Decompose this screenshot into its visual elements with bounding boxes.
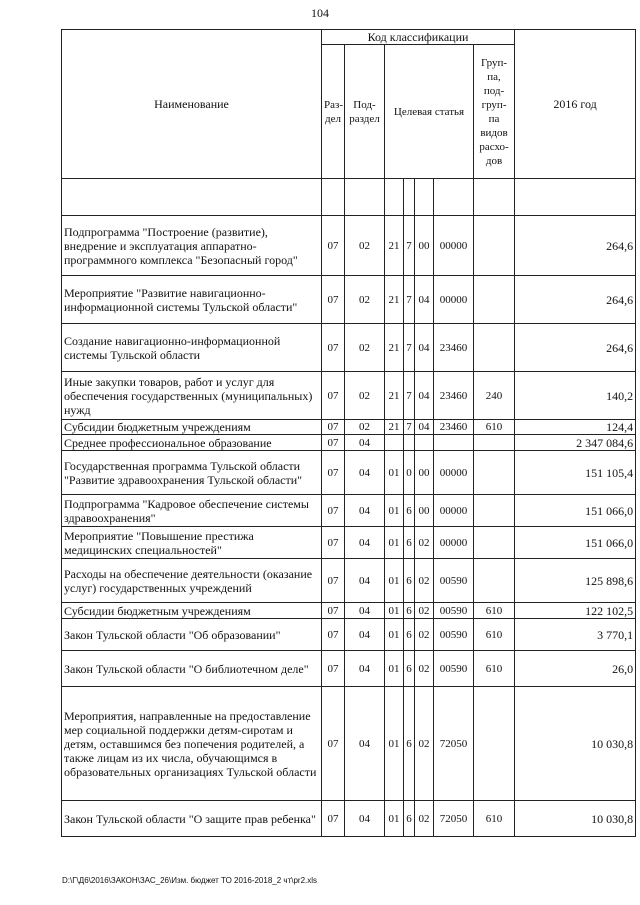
spacer-row bbox=[62, 179, 636, 216]
row-razdel: 07 bbox=[322, 216, 345, 276]
row-target-event: 02 bbox=[415, 801, 434, 837]
row-podrazdel: 04 bbox=[345, 619, 385, 651]
row-name: Подпрограмма "Построение (развитие), внедрение и эксплуатация аппаратно-программного комплекса "Безопасный город" bbox=[62, 216, 322, 276]
row-target-subprogram: 6 bbox=[404, 619, 415, 651]
row-expense-group: 610 bbox=[474, 801, 515, 837]
file-path-footer: D:\Г\Д6\2016\ЗАКОН\ЗАС_26\Изм. бюджет ТО 2016-2018_2 чт\pr2.xls bbox=[62, 876, 318, 885]
row-target-subprogram: 6 bbox=[404, 687, 415, 801]
row-target-program: 01 bbox=[385, 527, 404, 559]
row-razdel: 07 bbox=[322, 603, 345, 619]
row-amount: 264,6 bbox=[515, 276, 636, 324]
row-amount: 140,2 bbox=[515, 372, 636, 420]
row-razdel: 07 bbox=[322, 324, 345, 372]
row-name: Мероприятие "Повышение престижа медицинских специальностей" bbox=[62, 527, 322, 559]
row-target-direction: 00590 bbox=[434, 603, 474, 619]
row-name: Закон Тульской области "О защите прав ребенка" bbox=[62, 801, 322, 837]
table-row bbox=[62, 651, 636, 687]
row-target-direction bbox=[434, 435, 474, 451]
header-code: Код классификации bbox=[322, 30, 515, 45]
table-row bbox=[62, 216, 636, 276]
row-razdel: 07 bbox=[322, 435, 345, 451]
row-target-program: 01 bbox=[385, 619, 404, 651]
row-target-program: 01 bbox=[385, 559, 404, 603]
row-target-program: 21 bbox=[385, 372, 404, 420]
row-target-subprogram: 6 bbox=[404, 495, 415, 527]
row-amount: 3 770,1 bbox=[515, 619, 636, 651]
header-podrazdel: Под- раздел bbox=[345, 45, 385, 179]
table-row bbox=[62, 527, 636, 559]
row-razdel: 07 bbox=[322, 559, 345, 603]
row-target-subprogram: 7 bbox=[404, 324, 415, 372]
row-target-direction: 00000 bbox=[434, 527, 474, 559]
row-target-direction: 00590 bbox=[434, 651, 474, 687]
header-group: Груп- па, под- груп- па видов расхо- дов bbox=[474, 45, 515, 179]
row-target-subprogram: 6 bbox=[404, 801, 415, 837]
row-podrazdel: 04 bbox=[345, 687, 385, 801]
row-target-subprogram: 6 bbox=[404, 603, 415, 619]
row-target-program: 01 bbox=[385, 687, 404, 801]
row-expense-group bbox=[474, 451, 515, 495]
row-target-event: 02 bbox=[415, 651, 434, 687]
row-razdel: 07 bbox=[322, 801, 345, 837]
row-name: Мероприятия, направленные на предоставление мер социальной поддержки детям-сиротам и детям, оставшимся без попечения родителей, а также лицам из их числа, обучающимся в образовательных организациях Тульской области bbox=[62, 687, 322, 801]
row-name: Среднее профессиональное образование bbox=[62, 435, 322, 451]
row-target-subprogram: 6 bbox=[404, 651, 415, 687]
row-target-event: 02 bbox=[415, 603, 434, 619]
row-podrazdel: 04 bbox=[345, 559, 385, 603]
row-razdel: 07 bbox=[322, 495, 345, 527]
row-name: Закон Тульской области "Об образовании" bbox=[62, 619, 322, 651]
row-podrazdel: 04 bbox=[345, 603, 385, 619]
row-target-subprogram: 6 bbox=[404, 527, 415, 559]
row-target-event bbox=[415, 435, 434, 451]
row-razdel: 07 bbox=[322, 651, 345, 687]
row-name: Иные закупки товаров, работ и услуг для обеспечения государственных (муниципальных) нужд bbox=[62, 372, 322, 420]
row-target-program bbox=[385, 435, 404, 451]
table-row bbox=[62, 603, 636, 619]
table-row bbox=[62, 420, 636, 435]
row-amount: 151 066,0 bbox=[515, 527, 636, 559]
row-target-event: 04 bbox=[415, 276, 434, 324]
row-amount: 2 347 084,6 bbox=[515, 435, 636, 451]
row-podrazdel: 02 bbox=[345, 276, 385, 324]
row-target-event: 02 bbox=[415, 619, 434, 651]
row-amount: 151 105,4 bbox=[515, 451, 636, 495]
row-amount: 151 066,0 bbox=[515, 495, 636, 527]
row-target-program: 01 bbox=[385, 495, 404, 527]
row-expense-group: 610 bbox=[474, 420, 515, 435]
header-razdel: Раз- дел bbox=[322, 45, 345, 179]
table-row bbox=[62, 324, 636, 372]
row-podrazdel: 04 bbox=[345, 801, 385, 837]
row-target-subprogram: 7 bbox=[404, 276, 415, 324]
row-target-direction: 00590 bbox=[434, 619, 474, 651]
header-target: Целевая статья bbox=[385, 45, 474, 179]
row-target-direction: 23460 bbox=[434, 324, 474, 372]
row-target-direction: 23460 bbox=[434, 420, 474, 435]
row-target-subprogram: 7 bbox=[404, 372, 415, 420]
header-year: 2016 год bbox=[515, 30, 636, 179]
table-row bbox=[62, 495, 636, 527]
row-expense-group: 240 bbox=[474, 372, 515, 420]
row-target-event: 00 bbox=[415, 451, 434, 495]
row-name: Подпрограмма "Кадровое обеспечение системы здравоохранения" bbox=[62, 495, 322, 527]
row-target-subprogram: 0 bbox=[404, 451, 415, 495]
row-target-direction: 00000 bbox=[434, 216, 474, 276]
row-target-event: 04 bbox=[415, 324, 434, 372]
row-expense-group bbox=[474, 324, 515, 372]
row-amount: 10 030,8 bbox=[515, 687, 636, 801]
table-row bbox=[62, 619, 636, 651]
row-target-program: 21 bbox=[385, 420, 404, 435]
row-target-program: 01 bbox=[385, 451, 404, 495]
row-name: Создание навигационно-информационной системы Тульской области bbox=[62, 324, 322, 372]
row-razdel: 07 bbox=[322, 619, 345, 651]
row-expense-group bbox=[474, 527, 515, 559]
row-podrazdel: 02 bbox=[345, 216, 385, 276]
row-expense-group: 610 bbox=[474, 619, 515, 651]
row-target-event: 02 bbox=[415, 687, 434, 801]
table-row bbox=[62, 559, 636, 603]
row-razdel: 07 bbox=[322, 527, 345, 559]
row-razdel: 07 bbox=[322, 276, 345, 324]
table-row bbox=[62, 372, 636, 420]
row-name: Расходы на обеспечение деятельности (оказание услуг) государственных учреждений bbox=[62, 559, 322, 603]
row-target-program: 21 bbox=[385, 324, 404, 372]
row-expense-group bbox=[474, 687, 515, 801]
row-amount: 264,6 bbox=[515, 216, 636, 276]
table-row bbox=[62, 276, 636, 324]
row-target-direction: 72050 bbox=[434, 801, 474, 837]
row-name: Закон Тульской области "О библиотечном деле" bbox=[62, 651, 322, 687]
row-target-event: 00 bbox=[415, 216, 434, 276]
row-podrazdel: 02 bbox=[345, 420, 385, 435]
row-razdel: 07 bbox=[322, 372, 345, 420]
row-expense-group bbox=[474, 559, 515, 603]
row-target-program: 21 bbox=[385, 276, 404, 324]
row-target-program: 21 bbox=[385, 216, 404, 276]
row-amount: 125 898,6 bbox=[515, 559, 636, 603]
row-target-program: 01 bbox=[385, 801, 404, 837]
row-target-direction: 00590 bbox=[434, 559, 474, 603]
row-expense-group bbox=[474, 435, 515, 451]
page-number: 104 bbox=[311, 6, 329, 20]
row-target-event: 02 bbox=[415, 559, 434, 603]
row-target-program: 01 bbox=[385, 603, 404, 619]
row-target-subprogram: 6 bbox=[404, 559, 415, 603]
row-target-direction: 23460 bbox=[434, 372, 474, 420]
row-name: Государственная программа Тульской области "Развитие здравоохранения Тульской области" bbox=[62, 451, 322, 495]
row-podrazdel: 04 bbox=[345, 435, 385, 451]
table-row bbox=[62, 687, 636, 801]
table-header bbox=[62, 30, 636, 179]
row-podrazdel: 04 bbox=[345, 527, 385, 559]
row-name: Мероприятие "Развитие навигационно-информационной системы Тульской области" bbox=[62, 276, 322, 324]
row-name: Субсидии бюджетным учреждениям bbox=[62, 603, 322, 619]
row-target-direction: 00000 bbox=[434, 451, 474, 495]
row-target-event: 04 bbox=[415, 420, 434, 435]
row-name: Субсидии бюджетным учреждениям bbox=[62, 420, 322, 435]
row-expense-group: 610 bbox=[474, 603, 515, 619]
row-podrazdel: 02 bbox=[345, 372, 385, 420]
row-amount: 122 102,5 bbox=[515, 603, 636, 619]
table-body bbox=[62, 179, 636, 837]
row-target-subprogram bbox=[404, 435, 415, 451]
table-row bbox=[62, 435, 636, 451]
row-target-subprogram: 7 bbox=[404, 420, 415, 435]
row-amount: 26,0 bbox=[515, 651, 636, 687]
row-target-subprogram: 7 bbox=[404, 216, 415, 276]
row-amount: 264,6 bbox=[515, 324, 636, 372]
row-razdel: 07 bbox=[322, 420, 345, 435]
row-podrazdel: 04 bbox=[345, 651, 385, 687]
row-target-event: 00 bbox=[415, 495, 434, 527]
row-target-direction: 00000 bbox=[434, 495, 474, 527]
row-podrazdel: 04 bbox=[345, 495, 385, 527]
row-amount: 124,4 bbox=[515, 420, 636, 435]
row-expense-group: 610 bbox=[474, 651, 515, 687]
table-row bbox=[62, 451, 636, 495]
row-target-program: 01 bbox=[385, 651, 404, 687]
row-target-direction: 72050 bbox=[434, 687, 474, 801]
row-podrazdel: 04 bbox=[345, 451, 385, 495]
header-name: Наименование bbox=[62, 30, 322, 179]
budget-table bbox=[61, 29, 636, 837]
row-podrazdel: 02 bbox=[345, 324, 385, 372]
row-target-direction: 00000 bbox=[434, 276, 474, 324]
row-razdel: 07 bbox=[322, 451, 345, 495]
row-expense-group bbox=[474, 276, 515, 324]
row-target-event: 04 bbox=[415, 372, 434, 420]
row-expense-group bbox=[474, 216, 515, 276]
row-expense-group bbox=[474, 495, 515, 527]
row-amount: 10 030,8 bbox=[515, 801, 636, 837]
row-target-event: 02 bbox=[415, 527, 434, 559]
table-row bbox=[62, 801, 636, 837]
row-razdel: 07 bbox=[322, 687, 345, 801]
